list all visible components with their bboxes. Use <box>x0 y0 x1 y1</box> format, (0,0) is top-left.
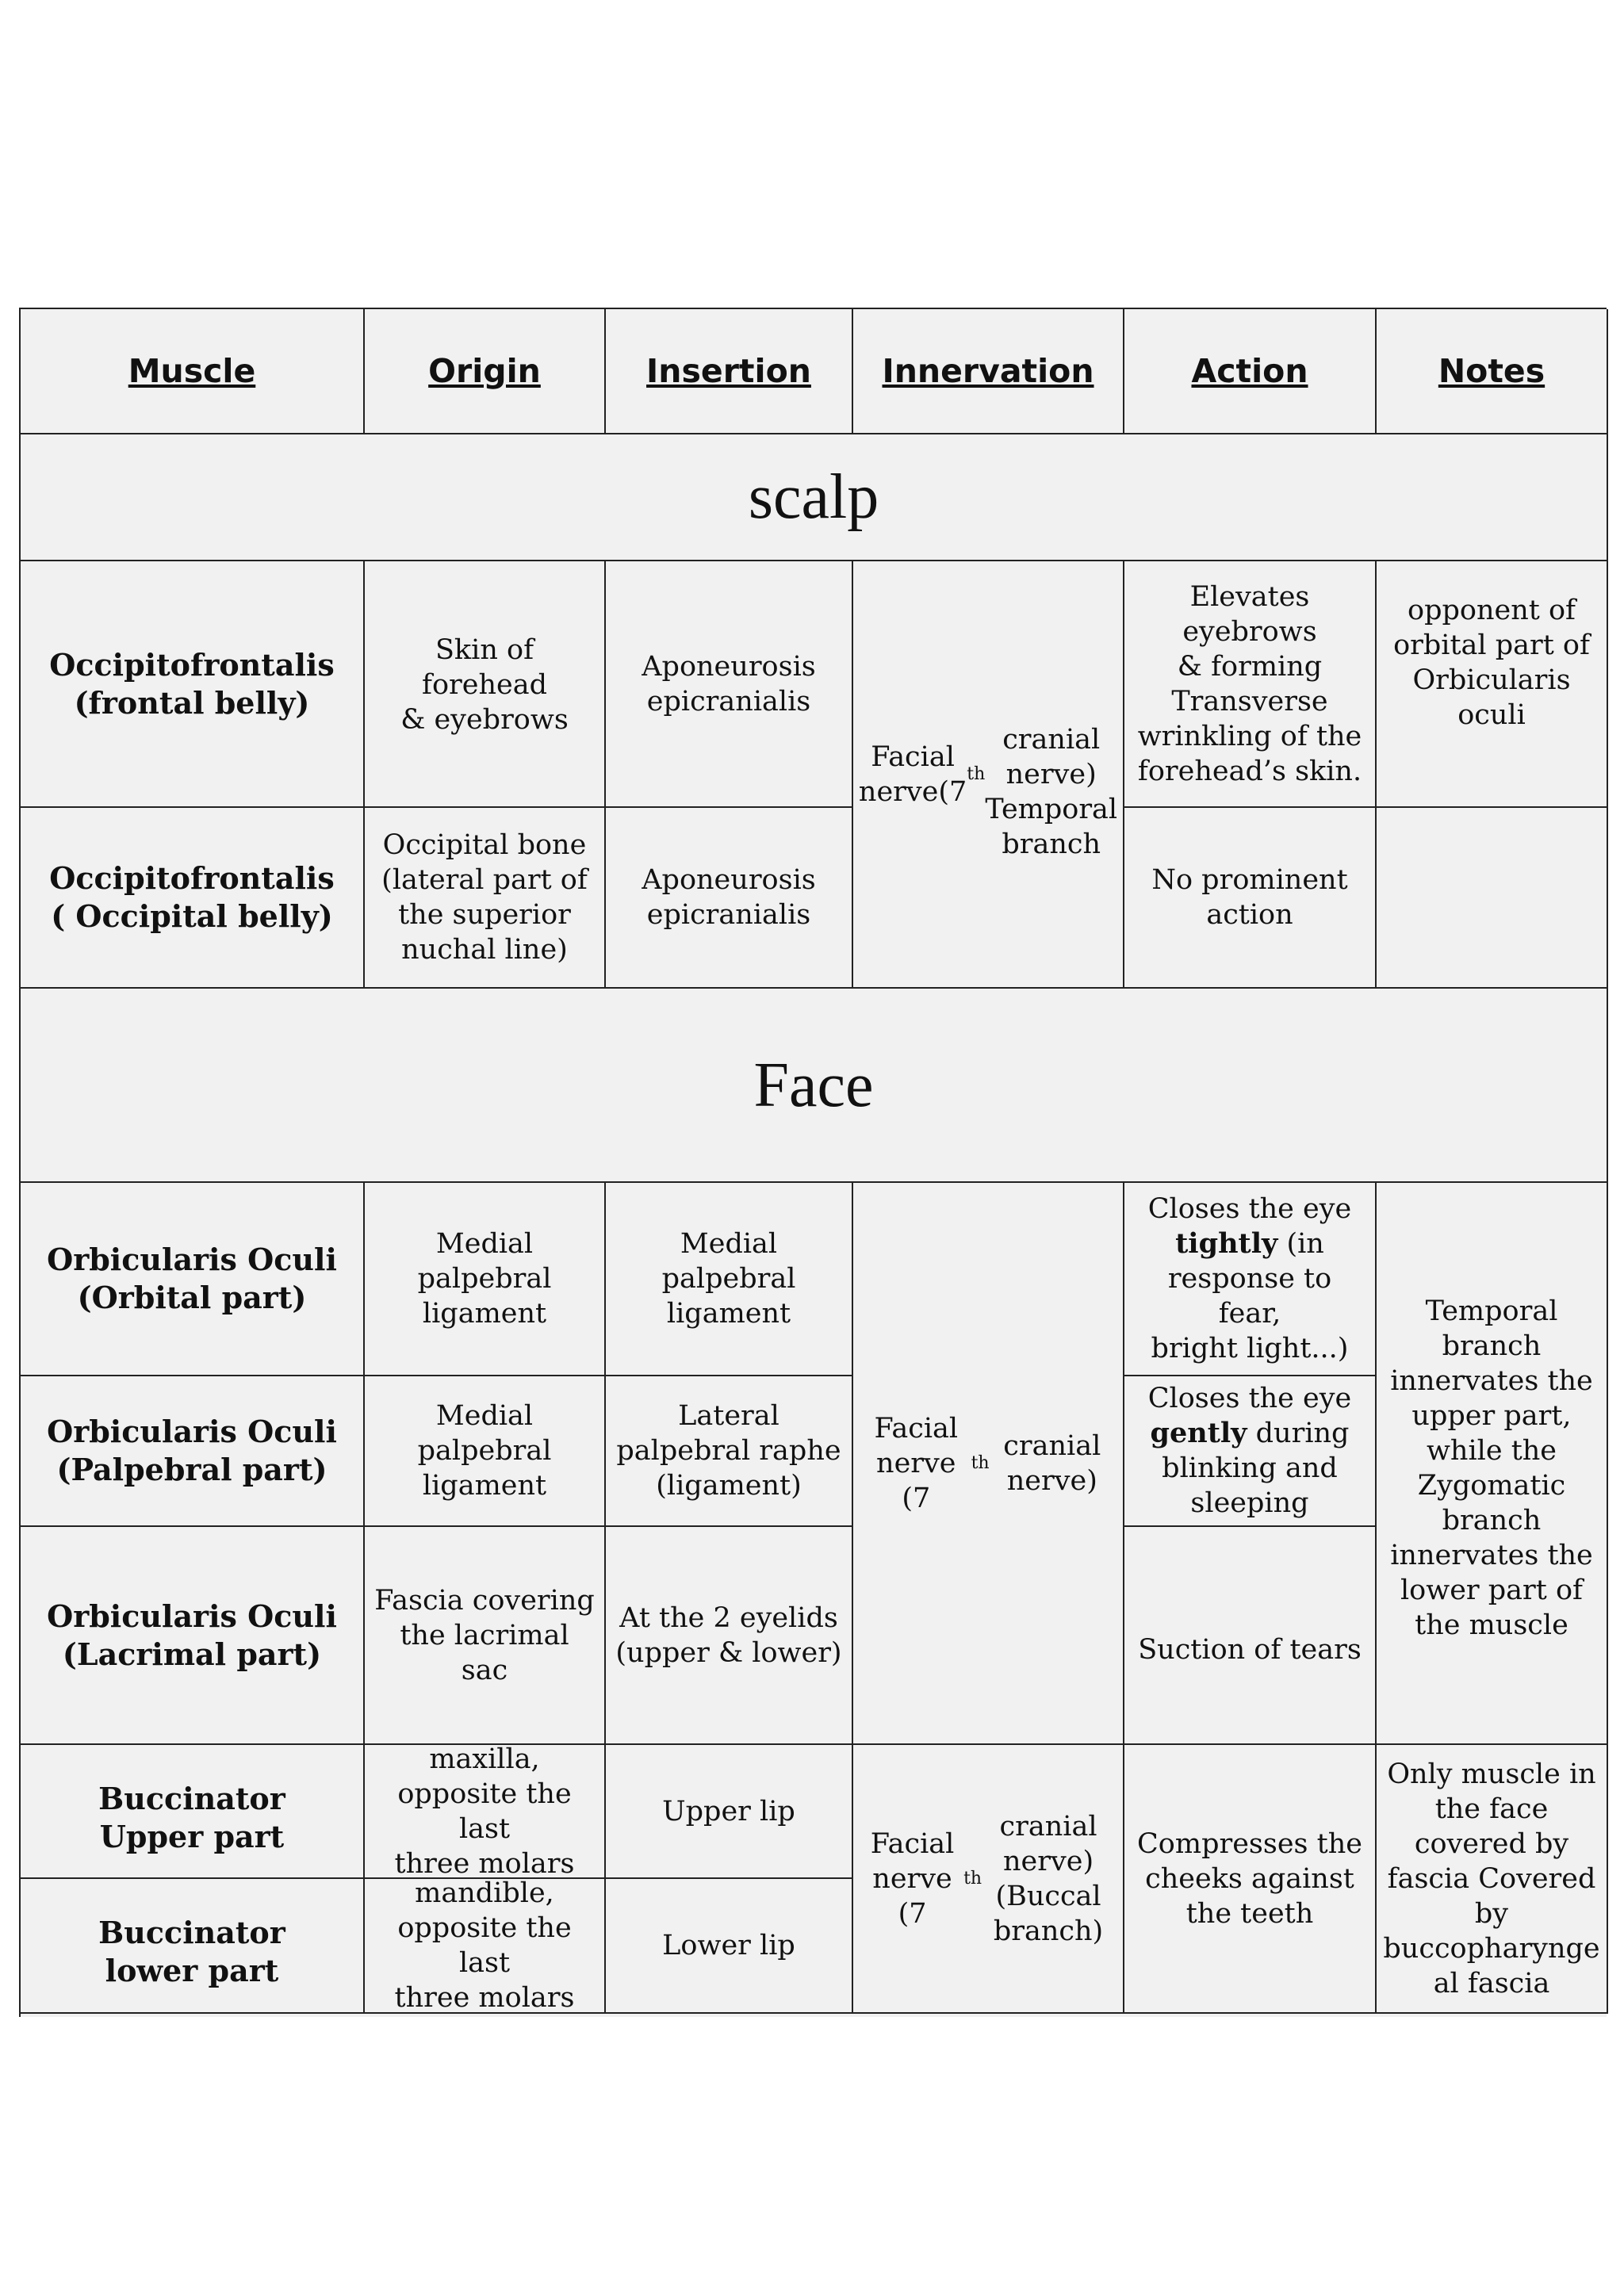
innervation-scalp-pre: Facial nerve(7 <box>858 740 967 808</box>
action-frontal-belly: Elevates eyebrows & forming Transverse wrinkling of the forehead’s skin. <box>1124 561 1377 808</box>
muscle-buccinator-lower: Buccinator lower part <box>21 1879 365 2014</box>
origin-buccinator-upper: maxilla, opposite the last three molars <box>365 1745 606 1879</box>
action-orbital-a: Closes the eye <box>1147 1193 1352 1225</box>
innervation-buccinator: Facial nerve (7 th cranial nerve) (Buccal branch) <box>853 1745 1124 2014</box>
origin-orbital-part: Medial palpebral ligament <box>365 1183 606 1376</box>
insertion-palpebral-part: Lateral palpebral raphe (ligament) <box>606 1376 853 1527</box>
insertion-occipital-belly: Aponeurosis epicranialis <box>606 808 853 989</box>
innervation-scalp: Facial nerve(7 th cranial nerve) Temporal branch <box>853 561 1124 989</box>
notes-buccinator: Only muscle in the face covered by fascia Covered by buccopharynge al fascia <box>1377 1745 1608 2014</box>
origin-palpebral-part: Medial palpebral ligament <box>365 1376 606 1527</box>
notes-frontal-belly: opponent of orbital part of Orbicularis oculi <box>1377 561 1608 808</box>
insertion-buccinator-lower: Lower lip <box>606 1879 853 2014</box>
header-origin: Origin <box>365 309 606 434</box>
action-palpebral-part <box>1124 1376 1377 1527</box>
innervation-bucc-pre: Facial nerve (7 <box>870 1827 955 1930</box>
origin-frontal-belly: Skin of forehead & eyebrows <box>365 561 606 808</box>
origin-occipital-belly: Occipital bone (lateral part of the superior nuchal line) <box>365 808 606 989</box>
header-muscle: Muscle <box>21 309 365 434</box>
action-palpebral-b: gently <box>1150 1417 1247 1449</box>
muscle-table <box>19 308 1607 2017</box>
innervation-bucc-post: cranial nerve) (Buccal branch) <box>993 1810 1104 1947</box>
header-action: Action <box>1124 309 1377 434</box>
action-lacrimal-part: Suction of tears <box>1124 1527 1377 1745</box>
action-orbital-c: (in response to fear, bright light...) <box>1151 1228 1349 1364</box>
action-occipital-belly: No prominent action <box>1124 808 1377 989</box>
section-face: Face <box>21 989 1608 1183</box>
innervation-oculi-pre: Facial nerve (7 <box>874 1412 959 1514</box>
muscle-orbital-part: Orbicularis Oculi (Orbital part) <box>21 1183 365 1376</box>
header-innervation: Innervation <box>853 309 1124 434</box>
action-orbital-b: tightly <box>1175 1227 1278 1260</box>
insertion-orbital-part: Medial palpebral ligament <box>606 1183 853 1376</box>
muscle-frontal-belly: Occipitofrontalis (frontal belly) <box>21 561 365 808</box>
insertion-frontal-belly: Aponeurosis epicranialis <box>606 561 853 808</box>
insertion-lacrimal-part: At the 2 eyelids (upper & lower) <box>606 1527 853 1745</box>
notes-occipital-belly <box>1377 808 1608 989</box>
insertion-buccinator-upper: Upper lip <box>606 1745 853 1879</box>
innervation-oculi: Facial nerve (7 th cranial nerve) <box>853 1183 1124 1745</box>
header-notes: Notes <box>1377 309 1608 434</box>
action-buccinator: Compresses the cheeks against the teeth <box>1124 1745 1377 2014</box>
origin-buccinator-lower: mandible, opposite the last three molars <box>365 1879 606 2014</box>
action-palpebral-a: Closes the eye <box>1147 1383 1352 1414</box>
muscle-lacrimal-part: Orbicularis Oculi (Lacrimal part) <box>21 1527 365 1745</box>
innervation-scalp-post: cranial nerve) Temporal branch <box>985 723 1118 860</box>
origin-lacrimal-part: Fascia covering the lacrimal sac <box>365 1527 606 1745</box>
muscle-palpebral-part: Orbicularis Oculi (Palpebral part) <box>21 1376 365 1527</box>
muscle-buccinator-upper: Buccinator Upper part <box>21 1745 365 1879</box>
header-insertion: Insertion <box>606 309 853 434</box>
notes-oculi: Temporal branch innervates the upper part, while the Zygomatic branch innervates the lower part of the muscle <box>1377 1183 1608 1745</box>
muscle-occipital-belly: Occipitofrontalis ( Occipital belly) <box>21 808 365 989</box>
innervation-oculi-post: cranial nerve) <box>1003 1429 1101 1497</box>
action-orbital-part <box>1124 1183 1377 1376</box>
section-scalp: scalp <box>21 434 1608 561</box>
action-palpebral-c: during blinking and sleeping <box>1162 1418 1350 1519</box>
